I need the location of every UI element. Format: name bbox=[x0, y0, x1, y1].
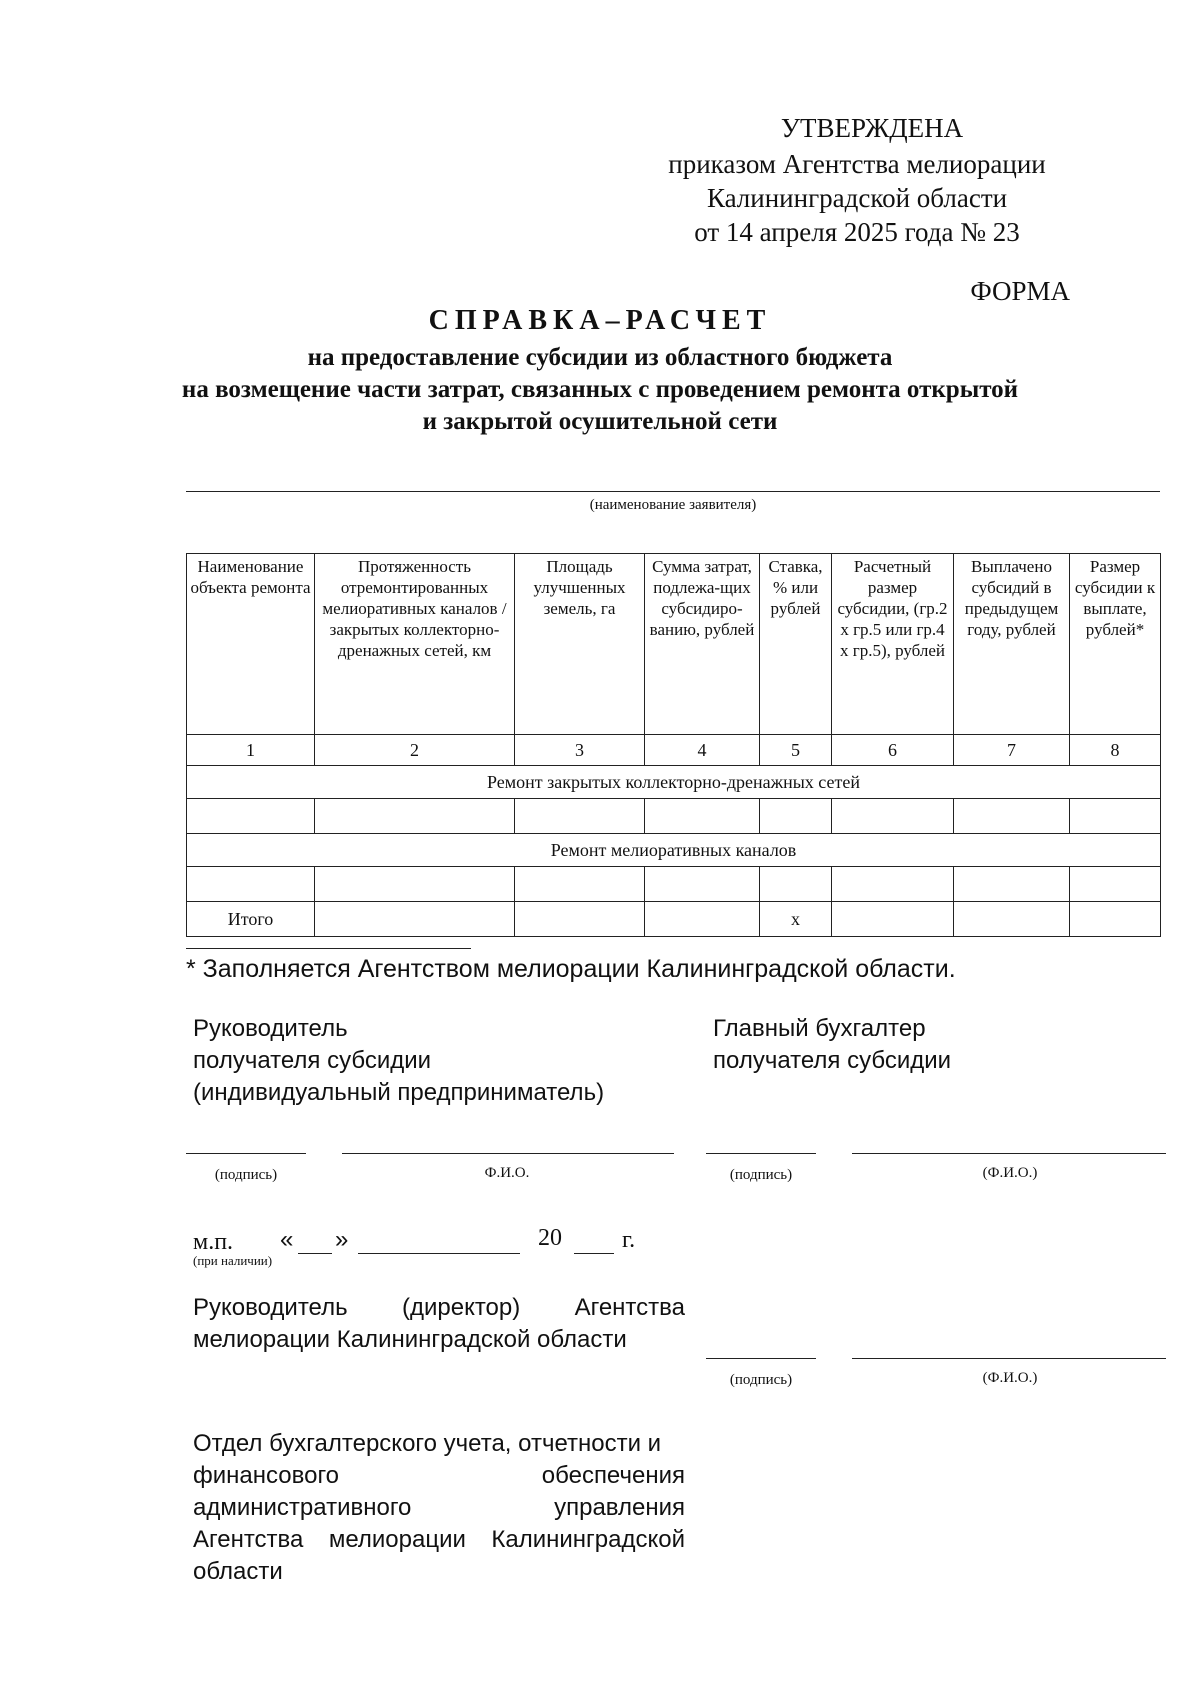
footnote: * Заполняется Агентством мелиорации Калининградской области. bbox=[186, 955, 956, 983]
date-day-field[interactable] bbox=[298, 1253, 332, 1254]
recipient-fio-line[interactable] bbox=[342, 1153, 674, 1154]
accounting-dept-line-3 bbox=[193, 1492, 685, 1524]
header-cost-sum: Сумма затрат, подлежа-щих субсидиро-ванию, рублей bbox=[645, 554, 760, 735]
table-cell[interactable] bbox=[1070, 799, 1161, 834]
document-subtitle-2: на возмещение части затрат, связанных с проведением ремонта открытой bbox=[181, 376, 1019, 403]
accounting-dept-word: управления bbox=[554, 1494, 685, 1521]
date-year-suffix: г. bbox=[622, 1227, 636, 1253]
accountant-signature-line[interactable] bbox=[706, 1153, 816, 1154]
table-cell[interactable] bbox=[187, 799, 315, 834]
accounting-dept-line-4 bbox=[193, 1524, 685, 1556]
table-cell[interactable] bbox=[645, 799, 760, 834]
date-month-field[interactable] bbox=[358, 1253, 520, 1254]
accounting-dept-word: Калининградской bbox=[491, 1526, 685, 1553]
agency-signature-caption: (подпись) bbox=[729, 1372, 793, 1388]
header-paid-previous-year: Выплачено субсидий в предыдущем году, рублей bbox=[954, 554, 1070, 735]
table-cell[interactable] bbox=[645, 902, 760, 937]
table-header-row bbox=[187, 554, 1161, 735]
accounting-dept-word: административного bbox=[193, 1494, 412, 1521]
table-cell[interactable] bbox=[515, 799, 645, 834]
table-cell[interactable] bbox=[315, 799, 515, 834]
footnote-separator bbox=[186, 948, 471, 949]
total-rate-mark: х bbox=[760, 902, 832, 937]
approval-line-2: Калининградской области bbox=[706, 183, 1008, 213]
column-number: 5 bbox=[760, 735, 832, 766]
table-cell[interactable] bbox=[515, 867, 645, 902]
accounting-dept-word: мелиорации bbox=[328, 1526, 466, 1553]
date-open-quote: « bbox=[280, 1226, 294, 1253]
column-number: 6 bbox=[832, 735, 954, 766]
accounting-dept-line-1: Отдел бухгалтерского учета, отчетности и bbox=[193, 1430, 662, 1457]
table-cell[interactable] bbox=[954, 867, 1070, 902]
column-number: 1 bbox=[187, 735, 315, 766]
applicant-name-line[interactable] bbox=[186, 491, 1160, 492]
table-cell[interactable] bbox=[760, 867, 832, 902]
column-number: 4 bbox=[645, 735, 760, 766]
agency-head-line-1 bbox=[193, 1292, 685, 1324]
table-cell[interactable] bbox=[515, 902, 645, 937]
table-column-numbers-row bbox=[187, 735, 1161, 766]
applicant-caption: (наименование заявителя) bbox=[589, 497, 757, 513]
header-length: Протяженность отремонтированных мелиоративных каналов / закрытых коллекторно-дренажных сетей, км bbox=[315, 554, 515, 735]
accountant-fio-line[interactable] bbox=[852, 1153, 1166, 1154]
column-number: 3 bbox=[515, 735, 645, 766]
header-subsidy-to-pay: Размер субсидии к выплате, рублей* bbox=[1070, 554, 1161, 735]
head-recipient-line-3: (индивидуальный предприниматель) bbox=[193, 1079, 605, 1106]
calculation-table bbox=[186, 553, 1161, 937]
agency-head-word: Агентства bbox=[574, 1294, 685, 1321]
accountant-fio-caption: (Ф.И.О.) bbox=[982, 1165, 1038, 1181]
table-section-row bbox=[187, 834, 1161, 867]
table-cell[interactable] bbox=[315, 902, 515, 937]
header-object-name: Наименование объекта ремонта bbox=[187, 554, 315, 735]
table-total-row bbox=[187, 902, 1161, 937]
approval-title: УТВЕРЖДЕНА bbox=[780, 113, 964, 143]
accounting-dept-line-5: области bbox=[193, 1558, 283, 1585]
document-subtitle-1: на предоставление субсидии из областного бюджета bbox=[307, 344, 893, 371]
section-reclamation-canals: Ремонт мелиоративных каналов bbox=[187, 834, 1161, 867]
accountant-signature-caption: (подпись) bbox=[729, 1167, 793, 1183]
total-label: Итого bbox=[187, 902, 315, 937]
table-row bbox=[187, 799, 1161, 834]
accounting-dept-word: Агентства bbox=[193, 1526, 304, 1553]
date-year-prefix: 20 bbox=[538, 1225, 562, 1251]
agency-head-line-2: мелиорации Калининградской области bbox=[193, 1326, 627, 1353]
document-subtitle-3: и закрытой осушительной сети bbox=[422, 408, 778, 435]
form-label: ФОРМА bbox=[970, 276, 1070, 306]
table-cell[interactable] bbox=[954, 902, 1070, 937]
accounting-dept-word: финансового bbox=[193, 1462, 340, 1489]
recipient-signature-caption: (подпись) bbox=[214, 1167, 278, 1183]
approval-line-1: приказом Агентства мелиорации bbox=[668, 149, 1046, 179]
column-number: 2 bbox=[315, 735, 515, 766]
table-cell[interactable] bbox=[315, 867, 515, 902]
document-title: СПРАВКА–РАСЧЕТ bbox=[428, 305, 772, 336]
header-calculated-subsidy: Расчетный размер субсидии, (гр.2 х гр.5 или гр.4 х гр.5), рублей bbox=[832, 554, 954, 735]
stamp-note: (при наличии) bbox=[193, 1253, 273, 1268]
header-rate: Ставка, % или рублей bbox=[760, 554, 832, 735]
table-cell[interactable] bbox=[832, 799, 954, 834]
table-cell[interactable] bbox=[832, 867, 954, 902]
table-cell[interactable] bbox=[954, 799, 1070, 834]
table-cell[interactable] bbox=[832, 902, 954, 937]
accounting-dept-word: обеспечения bbox=[541, 1462, 685, 1489]
table-cell[interactable] bbox=[1070, 867, 1161, 902]
date-year-field[interactable] bbox=[574, 1253, 614, 1254]
table-cell[interactable] bbox=[645, 867, 760, 902]
chief-accountant-line-2: получателя субсидии bbox=[713, 1047, 952, 1074]
agency-signature-line[interactable] bbox=[706, 1358, 816, 1359]
table-cell[interactable] bbox=[1070, 902, 1161, 937]
recipient-signature-line[interactable] bbox=[186, 1153, 306, 1154]
agency-fio-caption: (Ф.И.О.) bbox=[982, 1370, 1038, 1386]
date-close-quote: » bbox=[335, 1226, 349, 1253]
table-cell[interactable] bbox=[187, 867, 315, 902]
chief-accountant-line-1: Главный бухгалтер bbox=[713, 1015, 926, 1042]
head-recipient-line-1: Руководитель bbox=[193, 1015, 348, 1042]
section-closed-drainage: Ремонт закрытых коллекторно-дренажных сетей bbox=[187, 766, 1161, 799]
table-row bbox=[187, 867, 1161, 902]
agency-head-word: (директор) bbox=[401, 1294, 521, 1321]
table-cell[interactable] bbox=[760, 799, 832, 834]
recipient-fio-caption: Ф.И.О. bbox=[484, 1165, 530, 1181]
agency-fio-line[interactable] bbox=[852, 1358, 1166, 1359]
stamp-mark: м.п. bbox=[193, 1229, 234, 1255]
agency-head-word: Руководитель bbox=[193, 1294, 348, 1321]
accounting-dept-line-2 bbox=[193, 1460, 685, 1492]
header-area: Площадь улучшенных земель, га bbox=[515, 554, 645, 735]
approval-line-3: от 14 апреля 2025 года № 23 bbox=[694, 217, 1020, 247]
table-section-row bbox=[187, 766, 1161, 799]
head-recipient-line-2: получателя субсидии bbox=[193, 1047, 432, 1074]
column-number: 7 bbox=[954, 735, 1070, 766]
column-number: 8 bbox=[1070, 735, 1161, 766]
